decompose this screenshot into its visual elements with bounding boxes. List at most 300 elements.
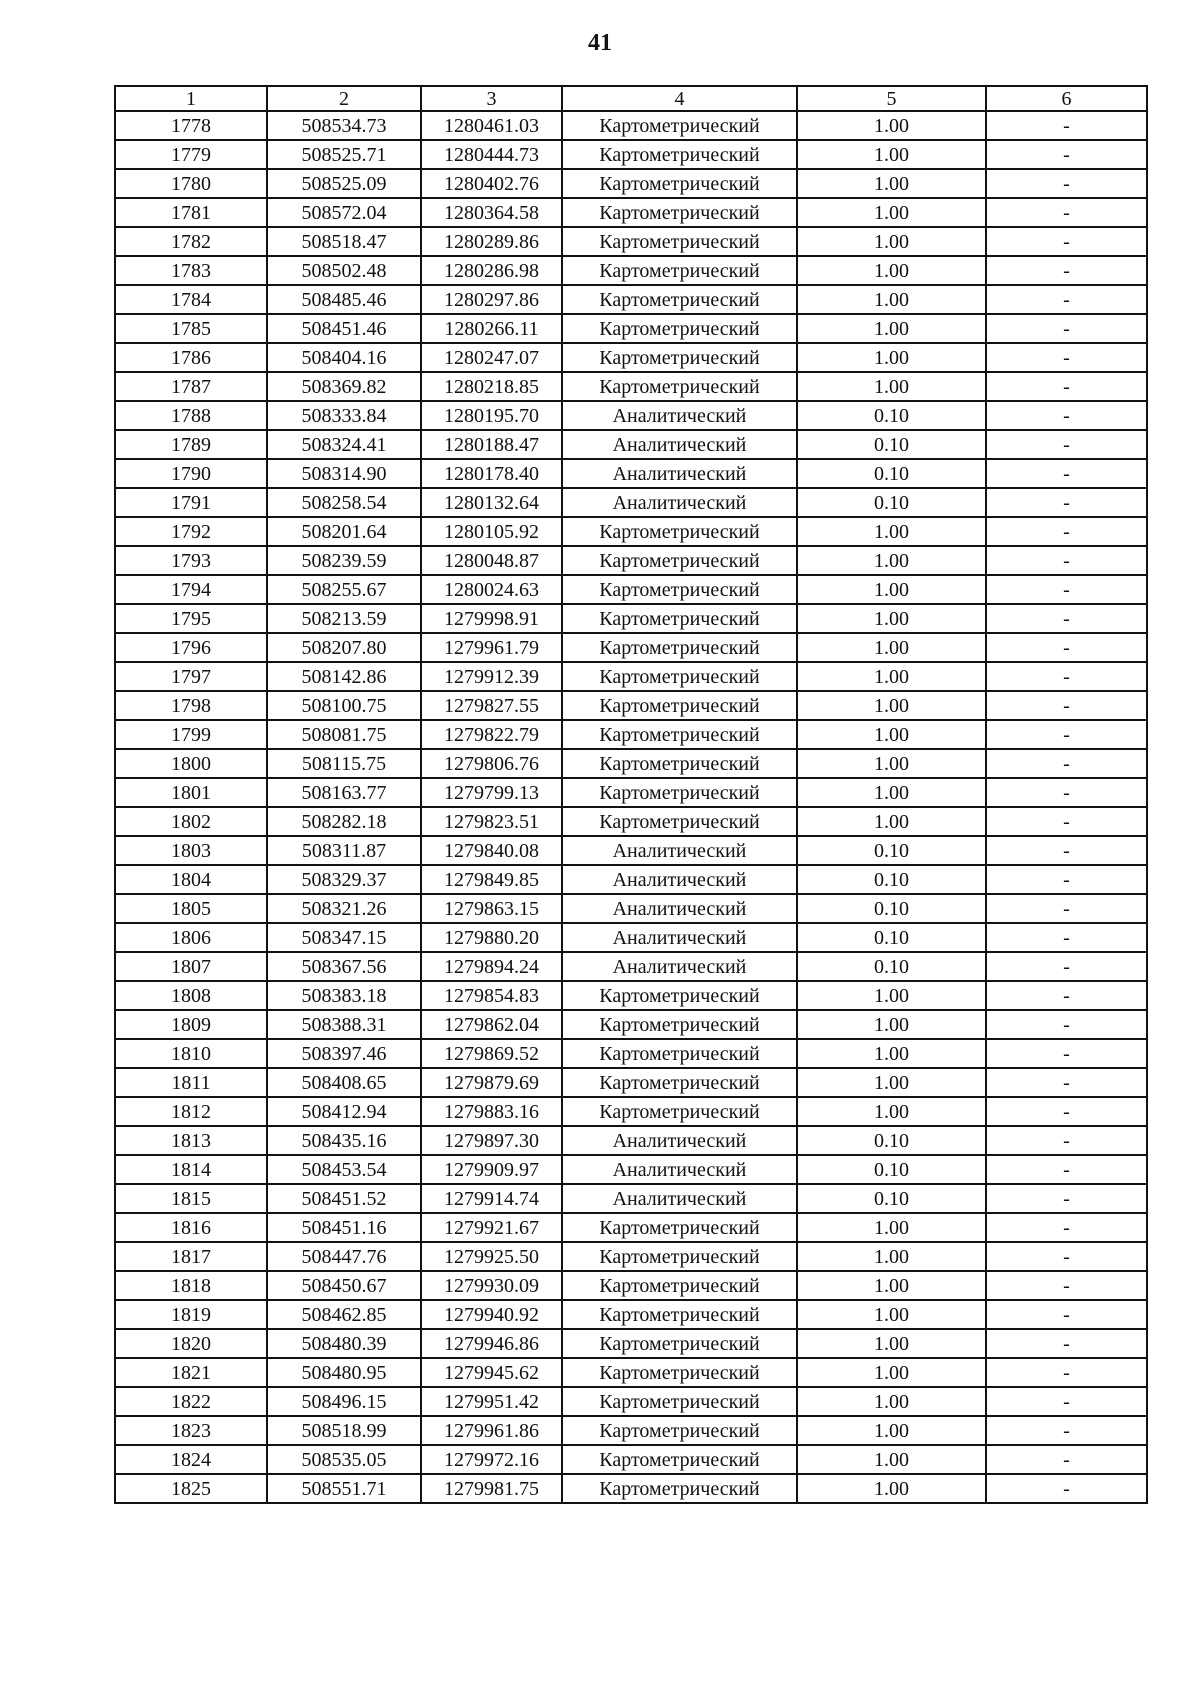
note-cell: - (986, 430, 1147, 459)
accuracy-cell: 1.00 (797, 1300, 986, 1329)
method-cell: Картометрический (562, 517, 797, 546)
point-number-cell: 1796 (115, 633, 267, 662)
note-cell: - (986, 1068, 1147, 1097)
y-coordinate-cell: 1280364.58 (421, 198, 562, 227)
accuracy-cell: 1.00 (797, 1010, 986, 1039)
point-number-cell: 1815 (115, 1184, 267, 1213)
point-number-cell: 1793 (115, 546, 267, 575)
method-cell: Аналитический (562, 952, 797, 981)
table-row (115, 314, 1147, 343)
note-cell: - (986, 1097, 1147, 1126)
point-number-cell: 1786 (115, 343, 267, 372)
column-header: 2 (267, 86, 421, 111)
x-coordinate-cell: 508201.64 (267, 517, 421, 546)
x-coordinate-cell: 508534.73 (267, 111, 421, 140)
point-number-cell: 1821 (115, 1358, 267, 1387)
y-coordinate-cell: 1280132.64 (421, 488, 562, 517)
column-header: 4 (562, 86, 797, 111)
method-cell: Картометрический (562, 256, 797, 285)
x-coordinate-cell: 508451.46 (267, 314, 421, 343)
x-coordinate-cell: 508525.71 (267, 140, 421, 169)
accuracy-cell: 1.00 (797, 1068, 986, 1097)
x-coordinate-cell: 508163.77 (267, 778, 421, 807)
x-coordinate-cell: 508525.09 (267, 169, 421, 198)
point-number-cell: 1802 (115, 807, 267, 836)
accuracy-cell: 1.00 (797, 343, 986, 372)
table-row (115, 546, 1147, 575)
accuracy-cell: 1.00 (797, 372, 986, 401)
note-cell: - (986, 575, 1147, 604)
x-coordinate-cell: 508314.90 (267, 459, 421, 488)
method-cell: Картометрический (562, 981, 797, 1010)
column-header: 6 (986, 86, 1147, 111)
table-row (115, 401, 1147, 430)
accuracy-cell: 1.00 (797, 1271, 986, 1300)
note-cell: - (986, 1155, 1147, 1184)
point-number-cell: 1783 (115, 256, 267, 285)
accuracy-cell: 0.10 (797, 865, 986, 894)
point-number-cell: 1798 (115, 691, 267, 720)
x-coordinate-cell: 508572.04 (267, 198, 421, 227)
accuracy-cell: 1.00 (797, 1416, 986, 1445)
table-row (115, 749, 1147, 778)
method-cell: Картометрический (562, 1097, 797, 1126)
point-number-cell: 1790 (115, 459, 267, 488)
point-number-cell: 1791 (115, 488, 267, 517)
x-coordinate-cell: 508213.59 (267, 604, 421, 633)
table-row (115, 894, 1147, 923)
y-coordinate-cell: 1279998.91 (421, 604, 562, 633)
x-coordinate-cell: 508435.16 (267, 1126, 421, 1155)
accuracy-cell: 0.10 (797, 1126, 986, 1155)
table-row (115, 836, 1147, 865)
note-cell: - (986, 488, 1147, 517)
method-cell: Картометрический (562, 169, 797, 198)
y-coordinate-cell: 1279945.62 (421, 1358, 562, 1387)
accuracy-cell: 1.00 (797, 1039, 986, 1068)
y-coordinate-cell: 1279894.24 (421, 952, 562, 981)
accuracy-cell: 1.00 (797, 1358, 986, 1387)
y-coordinate-cell: 1279912.39 (421, 662, 562, 691)
accuracy-cell: 1.00 (797, 1213, 986, 1242)
accuracy-cell: 1.00 (797, 604, 986, 633)
accuracy-cell: 0.10 (797, 401, 986, 430)
y-coordinate-cell: 1279799.13 (421, 778, 562, 807)
x-coordinate-cell: 508502.48 (267, 256, 421, 285)
note-cell: - (986, 952, 1147, 981)
note-cell: - (986, 981, 1147, 1010)
method-cell: Картометрический (562, 1068, 797, 1097)
method-cell: Картометрический (562, 1300, 797, 1329)
method-cell: Аналитический (562, 923, 797, 952)
point-number-cell: 1789 (115, 430, 267, 459)
y-coordinate-cell: 1280247.07 (421, 343, 562, 372)
x-coordinate-cell: 508369.82 (267, 372, 421, 401)
accuracy-cell: 0.10 (797, 430, 986, 459)
accuracy-cell: 1.00 (797, 1329, 986, 1358)
accuracy-cell: 1.00 (797, 575, 986, 604)
method-cell: Картометрический (562, 604, 797, 633)
accuracy-cell: 1.00 (797, 1387, 986, 1416)
point-number-cell: 1797 (115, 662, 267, 691)
x-coordinate-cell: 508324.41 (267, 430, 421, 459)
method-cell: Картометрический (562, 111, 797, 140)
x-coordinate-cell: 508404.16 (267, 343, 421, 372)
x-coordinate-cell: 508347.15 (267, 923, 421, 952)
note-cell: - (986, 546, 1147, 575)
note-cell: - (986, 836, 1147, 865)
x-coordinate-cell: 508282.18 (267, 807, 421, 836)
method-cell: Картометрический (562, 140, 797, 169)
table-row (115, 1242, 1147, 1271)
point-number-cell: 1794 (115, 575, 267, 604)
y-coordinate-cell: 1280297.86 (421, 285, 562, 314)
accuracy-cell: 1.00 (797, 140, 986, 169)
note-cell: - (986, 1474, 1147, 1503)
table-row (115, 1387, 1147, 1416)
point-number-cell: 1808 (115, 981, 267, 1010)
method-cell: Аналитический (562, 459, 797, 488)
note-cell: - (986, 1039, 1147, 1068)
method-cell: Картометрический (562, 198, 797, 227)
x-coordinate-cell: 508311.87 (267, 836, 421, 865)
x-coordinate-cell: 508333.84 (267, 401, 421, 430)
note-cell: - (986, 314, 1147, 343)
accuracy-cell: 1.00 (797, 981, 986, 1010)
point-number-cell: 1813 (115, 1126, 267, 1155)
x-coordinate-cell: 508207.80 (267, 633, 421, 662)
note-cell: - (986, 1445, 1147, 1474)
table-row (115, 662, 1147, 691)
table-row (115, 1039, 1147, 1068)
accuracy-cell: 1.00 (797, 1445, 986, 1474)
method-cell: Картометрический (562, 662, 797, 691)
note-cell: - (986, 343, 1147, 372)
point-number-cell: 1807 (115, 952, 267, 981)
table-row (115, 1097, 1147, 1126)
table-row (115, 575, 1147, 604)
table-row (115, 430, 1147, 459)
y-coordinate-cell: 1279972.16 (421, 1445, 562, 1474)
table-body (115, 111, 1147, 1503)
method-cell: Картометрический (562, 1474, 797, 1503)
note-cell: - (986, 1126, 1147, 1155)
method-cell: Картометрический (562, 227, 797, 256)
x-coordinate-cell: 508329.37 (267, 865, 421, 894)
accuracy-cell: 1.00 (797, 517, 986, 546)
x-coordinate-cell: 508081.75 (267, 720, 421, 749)
accuracy-cell: 1.00 (797, 807, 986, 836)
note-cell: - (986, 691, 1147, 720)
accuracy-cell: 1.00 (797, 1474, 986, 1503)
note-cell: - (986, 1329, 1147, 1358)
point-number-cell: 1810 (115, 1039, 267, 1068)
x-coordinate-cell: 508100.75 (267, 691, 421, 720)
point-number-cell: 1818 (115, 1271, 267, 1300)
accuracy-cell: 0.10 (797, 1155, 986, 1184)
note-cell: - (986, 749, 1147, 778)
point-number-cell: 1824 (115, 1445, 267, 1474)
table-row (115, 1271, 1147, 1300)
x-coordinate-cell: 508450.67 (267, 1271, 421, 1300)
table-row (115, 1213, 1147, 1242)
y-coordinate-cell: 1280266.11 (421, 314, 562, 343)
table-row (115, 865, 1147, 894)
table-row (115, 227, 1147, 256)
point-number-cell: 1823 (115, 1416, 267, 1445)
note-cell: - (986, 1242, 1147, 1271)
y-coordinate-cell: 1280289.86 (421, 227, 562, 256)
y-coordinate-cell: 1279940.92 (421, 1300, 562, 1329)
method-cell: Картометрический (562, 1387, 797, 1416)
table-row (115, 633, 1147, 662)
y-coordinate-cell: 1279961.86 (421, 1416, 562, 1445)
point-number-cell: 1816 (115, 1213, 267, 1242)
x-coordinate-cell: 508551.71 (267, 1474, 421, 1503)
table-row (115, 1358, 1147, 1387)
method-cell: Аналитический (562, 865, 797, 894)
method-cell: Картометрический (562, 1329, 797, 1358)
method-cell: Аналитический (562, 1184, 797, 1213)
point-number-cell: 1780 (115, 169, 267, 198)
method-cell: Аналитический (562, 1126, 797, 1155)
x-coordinate-cell: 508496.15 (267, 1387, 421, 1416)
accuracy-cell: 0.10 (797, 459, 986, 488)
note-cell: - (986, 1271, 1147, 1300)
point-number-cell: 1803 (115, 836, 267, 865)
y-coordinate-cell: 1280218.85 (421, 372, 562, 401)
table-row (115, 691, 1147, 720)
table-row (115, 256, 1147, 285)
note-cell: - (986, 198, 1147, 227)
x-coordinate-cell: 508462.85 (267, 1300, 421, 1329)
point-number-cell: 1788 (115, 401, 267, 430)
point-number-cell: 1822 (115, 1387, 267, 1416)
note-cell: - (986, 1387, 1147, 1416)
y-coordinate-cell: 1280188.47 (421, 430, 562, 459)
y-coordinate-cell: 1279806.76 (421, 749, 562, 778)
method-cell: Картометрический (562, 749, 797, 778)
column-header: 5 (797, 86, 986, 111)
method-cell: Аналитический (562, 430, 797, 459)
table-row (115, 198, 1147, 227)
y-coordinate-cell: 1279840.08 (421, 836, 562, 865)
y-coordinate-cell: 1279921.67 (421, 1213, 562, 1242)
point-number-cell: 1782 (115, 227, 267, 256)
y-coordinate-cell: 1279914.74 (421, 1184, 562, 1213)
table-row (115, 952, 1147, 981)
note-cell: - (986, 720, 1147, 749)
table-row (115, 140, 1147, 169)
table-row (115, 372, 1147, 401)
method-cell: Картометрический (562, 314, 797, 343)
note-cell: - (986, 1300, 1147, 1329)
note-cell: - (986, 1416, 1147, 1445)
y-coordinate-cell: 1279823.51 (421, 807, 562, 836)
x-coordinate-cell: 508255.67 (267, 575, 421, 604)
x-coordinate-cell: 508142.86 (267, 662, 421, 691)
table-header-row (115, 86, 1147, 111)
x-coordinate-cell: 508408.65 (267, 1068, 421, 1097)
column-header: 1 (115, 86, 267, 111)
table-row (115, 807, 1147, 836)
table-row (115, 285, 1147, 314)
point-number-cell: 1800 (115, 749, 267, 778)
x-coordinate-cell: 508397.46 (267, 1039, 421, 1068)
x-coordinate-cell: 508518.99 (267, 1416, 421, 1445)
x-coordinate-cell: 508115.75 (267, 749, 421, 778)
method-cell: Картометрический (562, 807, 797, 836)
note-cell: - (986, 1010, 1147, 1039)
accuracy-cell: 1.00 (797, 198, 986, 227)
note-cell: - (986, 633, 1147, 662)
table-row (115, 1126, 1147, 1155)
accuracy-cell: 1.00 (797, 749, 986, 778)
note-cell: - (986, 894, 1147, 923)
y-coordinate-cell: 1280105.92 (421, 517, 562, 546)
point-number-cell: 1812 (115, 1097, 267, 1126)
x-coordinate-cell: 508451.52 (267, 1184, 421, 1213)
table-row (115, 1474, 1147, 1503)
x-coordinate-cell: 508535.05 (267, 1445, 421, 1474)
table-row (115, 1155, 1147, 1184)
table-row (115, 459, 1147, 488)
method-cell: Картометрический (562, 372, 797, 401)
method-cell: Картометрический (562, 575, 797, 604)
note-cell: - (986, 459, 1147, 488)
y-coordinate-cell: 1279961.79 (421, 633, 562, 662)
point-number-cell: 1809 (115, 1010, 267, 1039)
x-coordinate-cell: 508451.16 (267, 1213, 421, 1242)
x-coordinate-cell: 508480.95 (267, 1358, 421, 1387)
x-coordinate-cell: 508518.47 (267, 227, 421, 256)
note-cell: - (986, 169, 1147, 198)
method-cell: Картометрический (562, 1358, 797, 1387)
y-coordinate-cell: 1279946.86 (421, 1329, 562, 1358)
x-coordinate-cell: 508447.76 (267, 1242, 421, 1271)
y-coordinate-cell: 1279981.75 (421, 1474, 562, 1503)
accuracy-cell: 0.10 (797, 836, 986, 865)
accuracy-cell: 1.00 (797, 778, 986, 807)
x-coordinate-cell: 508480.39 (267, 1329, 421, 1358)
y-coordinate-cell: 1279849.85 (421, 865, 562, 894)
point-number-cell: 1819 (115, 1300, 267, 1329)
y-coordinate-cell: 1280402.76 (421, 169, 562, 198)
table-row (115, 169, 1147, 198)
table-row (115, 778, 1147, 807)
y-coordinate-cell: 1279951.42 (421, 1387, 562, 1416)
accuracy-cell: 0.10 (797, 952, 986, 981)
accuracy-cell: 0.10 (797, 894, 986, 923)
point-number-cell: 1806 (115, 923, 267, 952)
coordinates-table (114, 85, 1148, 1504)
note-cell: - (986, 256, 1147, 285)
accuracy-cell: 1.00 (797, 111, 986, 140)
y-coordinate-cell: 1279879.69 (421, 1068, 562, 1097)
point-number-cell: 1781 (115, 198, 267, 227)
method-cell: Картометрический (562, 1039, 797, 1068)
table-row (115, 720, 1147, 749)
note-cell: - (986, 923, 1147, 952)
method-cell: Картометрический (562, 1213, 797, 1242)
point-number-cell: 1785 (115, 314, 267, 343)
note-cell: - (986, 662, 1147, 691)
point-number-cell: 1814 (115, 1155, 267, 1184)
y-coordinate-cell: 1279827.55 (421, 691, 562, 720)
accuracy-cell: 1.00 (797, 633, 986, 662)
table-row (115, 1068, 1147, 1097)
point-number-cell: 1792 (115, 517, 267, 546)
method-cell: Аналитический (562, 1155, 797, 1184)
accuracy-cell: 1.00 (797, 256, 986, 285)
note-cell: - (986, 140, 1147, 169)
method-cell: Картометрический (562, 1445, 797, 1474)
table-row (115, 343, 1147, 372)
method-cell: Аналитический (562, 401, 797, 430)
point-number-cell: 1804 (115, 865, 267, 894)
table-row (115, 604, 1147, 633)
x-coordinate-cell: 508258.54 (267, 488, 421, 517)
accuracy-cell: 1.00 (797, 1097, 986, 1126)
y-coordinate-cell: 1280286.98 (421, 256, 562, 285)
note-cell: - (986, 372, 1147, 401)
y-coordinate-cell: 1279822.79 (421, 720, 562, 749)
method-cell: Аналитический (562, 488, 797, 517)
y-coordinate-cell: 1280178.40 (421, 459, 562, 488)
accuracy-cell: 1.00 (797, 314, 986, 343)
y-coordinate-cell: 1279909.97 (421, 1155, 562, 1184)
y-coordinate-cell: 1280461.03 (421, 111, 562, 140)
point-number-cell: 1778 (115, 111, 267, 140)
method-cell: Картометрический (562, 343, 797, 372)
method-cell: Аналитический (562, 894, 797, 923)
table-row (115, 1300, 1147, 1329)
table-row (115, 1445, 1147, 1474)
y-coordinate-cell: 1280444.73 (421, 140, 562, 169)
y-coordinate-cell: 1280048.87 (421, 546, 562, 575)
method-cell: Картометрический (562, 691, 797, 720)
table-row (115, 981, 1147, 1010)
point-number-cell: 1787 (115, 372, 267, 401)
point-number-cell: 1784 (115, 285, 267, 314)
note-cell: - (986, 517, 1147, 546)
accuracy-cell: 0.10 (797, 1184, 986, 1213)
accuracy-cell: 1.00 (797, 169, 986, 198)
y-coordinate-cell: 1279930.09 (421, 1271, 562, 1300)
note-cell: - (986, 778, 1147, 807)
x-coordinate-cell: 508239.59 (267, 546, 421, 575)
x-coordinate-cell: 508412.94 (267, 1097, 421, 1126)
x-coordinate-cell: 508367.56 (267, 952, 421, 981)
accuracy-cell: 1.00 (797, 546, 986, 575)
accuracy-cell: 1.00 (797, 662, 986, 691)
accuracy-cell: 0.10 (797, 923, 986, 952)
accuracy-cell: 1.00 (797, 285, 986, 314)
accuracy-cell: 1.00 (797, 227, 986, 256)
page-number: 41 (588, 30, 612, 56)
table-row (115, 923, 1147, 952)
table-row (115, 1329, 1147, 1358)
note-cell: - (986, 1358, 1147, 1387)
point-number-cell: 1811 (115, 1068, 267, 1097)
method-cell: Картометрический (562, 778, 797, 807)
y-coordinate-cell: 1279897.30 (421, 1126, 562, 1155)
y-coordinate-cell: 1280024.63 (421, 575, 562, 604)
note-cell: - (986, 807, 1147, 836)
accuracy-cell: 1.00 (797, 691, 986, 720)
method-cell: Картометрический (562, 546, 797, 575)
y-coordinate-cell: 1279854.83 (421, 981, 562, 1010)
